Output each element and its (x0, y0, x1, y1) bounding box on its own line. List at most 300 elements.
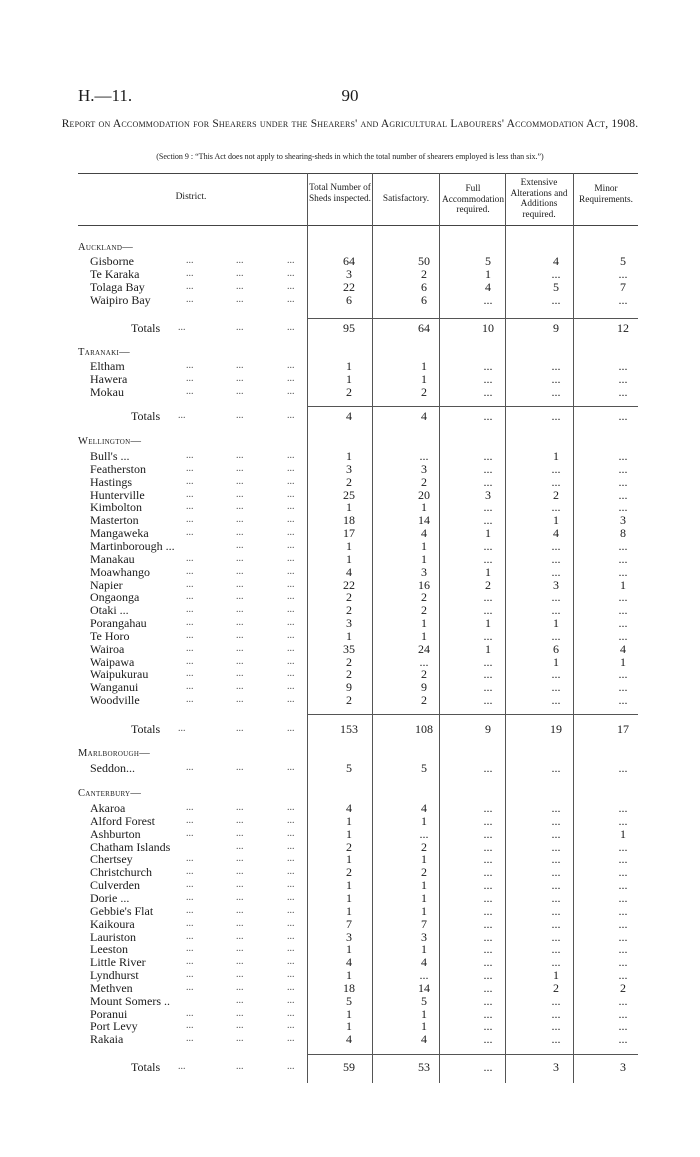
leader-dots: ... (186, 814, 194, 826)
leader-dots: ... (186, 1020, 194, 1032)
table-cell: ... (419, 654, 429, 669)
district-name: Eltham (90, 359, 125, 373)
totals-rule (308, 1054, 638, 1055)
table-row (0, 514, 700, 526)
district-name: Waipiro Bay (90, 292, 151, 307)
table-row (0, 591, 700, 603)
table-cell: 2 (421, 693, 427, 708)
table-cell: 2 (346, 693, 352, 708)
table-cell: ... (551, 603, 561, 618)
leader-dots: ... (287, 930, 295, 942)
table-cell: 2 (421, 384, 427, 399)
table-cell: ... (483, 916, 493, 931)
leader-dots: ... (236, 255, 244, 266)
report-title: Report on Accommodation for Shearers under the Shearers' and Agricultural Labourers' Accommodation Act, 1908. (61, 118, 639, 130)
table-cell: ... (483, 500, 493, 515)
table-cell: 1 (346, 813, 352, 828)
leader-dots: ... (186, 450, 194, 461)
table-cell: ... (551, 292, 561, 307)
section-heading: Wellington— (78, 436, 142, 447)
table-cell: 1 (346, 371, 352, 386)
table-row (0, 489, 700, 501)
totals-label: Totals (131, 722, 161, 736)
table-cell: 1 (421, 500, 427, 515)
totals-cell: 9 (553, 321, 559, 335)
table-cell: 4 (421, 955, 427, 970)
table-cell: 2 (620, 980, 626, 995)
district-name: Kaikoura (90, 916, 135, 931)
table-cell: 1 (346, 628, 352, 643)
table-cell: 3 (485, 487, 491, 502)
leader-dots: ... (287, 904, 295, 916)
table-row (0, 540, 700, 552)
district-name: Lauriston (90, 929, 136, 944)
totals-row (0, 322, 700, 334)
leader-dots: ... (186, 917, 194, 929)
leader-dots: ... (236, 617, 244, 629)
table-cell: 1 (421, 903, 427, 918)
totals-cell: 108 (415, 722, 433, 736)
table-cell: 22 (343, 577, 355, 592)
table-cell: ... (551, 590, 561, 605)
leader-dots: ... (287, 322, 295, 333)
totals-cell: ... (483, 409, 493, 423)
leader-dots: ... (186, 501, 194, 513)
leader-dots: ... (236, 578, 244, 590)
table-cell: ... (618, 590, 628, 605)
district-name: Rakaia (90, 1032, 124, 1047)
leader-dots: ... (236, 1007, 244, 1019)
leader-dots: ... (186, 565, 194, 577)
leader-dots: ... (236, 762, 244, 773)
table-cell: ... (483, 1019, 493, 1034)
table-cell: ... (618, 852, 628, 867)
leader-dots: ... (178, 410, 186, 421)
table-row (0, 643, 700, 655)
page-number: 90 (341, 86, 359, 105)
leader-dots: ... (186, 617, 194, 629)
table-cell: 6 (421, 292, 427, 307)
leader-dots: ... (186, 578, 194, 590)
table-cell: 3 (620, 513, 626, 528)
table-cell: 2 (346, 865, 352, 880)
full-accommodation-column-header: Full Accommodation required. (442, 184, 504, 215)
totals-label: Totals (131, 409, 161, 423)
table-row (0, 918, 700, 930)
leader-dots: ... (186, 629, 194, 641)
table-cell: ... (551, 878, 561, 893)
leader-dots: ... (186, 267, 194, 279)
table-cell: 24 (418, 641, 430, 656)
table-cell: 9 (346, 680, 352, 695)
table-row (0, 360, 700, 372)
table-row (0, 982, 700, 994)
table-cell: ... (618, 801, 628, 815)
table-cell: ... (483, 384, 493, 399)
totals-cell: 95 (343, 321, 355, 335)
table-cell: 2 (485, 577, 491, 592)
leader-dots: ... (236, 655, 244, 667)
table-row (0, 527, 700, 539)
totals-cell: ... (483, 1060, 493, 1074)
district-name: Alford Forest (90, 813, 155, 828)
table-cell: ... (551, 865, 561, 880)
table-cell: 4 (485, 279, 491, 294)
leader-dots: ... (287, 372, 295, 384)
table-row (0, 969, 700, 981)
leader-dots: ... (186, 956, 194, 968)
table-row (0, 905, 700, 917)
leader-dots: ... (186, 981, 194, 993)
leader-dots: ... (186, 372, 194, 384)
leader-dots: ... (186, 891, 194, 903)
district-name: Lyndhurst (90, 968, 139, 983)
table-cell: ... (551, 1032, 561, 1047)
leader-dots: ... (236, 879, 244, 891)
table-row (0, 476, 700, 488)
district-name: Bull's ... (90, 449, 130, 463)
leader-dots: ... (236, 410, 244, 421)
totals-row (0, 1061, 700, 1073)
leader-dots: ... (236, 956, 244, 968)
totals-cell: 64 (418, 321, 430, 335)
leader-dots: ... (236, 501, 244, 513)
leader-dots: ... (186, 853, 194, 865)
table-cell: 1 (346, 1006, 352, 1021)
table-cell: 1 (346, 903, 352, 918)
table-cell: 1 (553, 968, 559, 983)
leader-dots: ... (186, 930, 194, 942)
totals-cell: 4 (421, 409, 427, 423)
district-name: Leeston (90, 942, 128, 957)
leader-dots: ... (287, 681, 295, 693)
table-cell: 1 (421, 942, 427, 957)
leader-dots: ... (287, 629, 295, 641)
district-name: Manakau (90, 551, 135, 566)
table-cell: ... (483, 513, 493, 528)
table-cell: ... (551, 680, 561, 695)
table-cell: 1 (421, 359, 427, 373)
table-cell: ... (618, 1019, 628, 1034)
leader-dots: ... (287, 853, 295, 865)
table-cell: 5 (485, 254, 491, 268)
totals-cell: 3 (553, 1060, 559, 1074)
table-cell: ... (483, 826, 493, 841)
leader-dots: ... (287, 267, 295, 279)
leader-dots: ... (186, 255, 194, 266)
table-cell: ... (483, 993, 493, 1008)
table-cell: 1 (346, 968, 352, 983)
leader-dots: ... (287, 723, 295, 734)
table-cell: 2 (421, 474, 427, 489)
table-cell: 1 (553, 449, 559, 463)
totals-cell: 12 (617, 321, 629, 335)
leader-dots: ... (287, 981, 295, 993)
table-cell: ... (618, 813, 628, 828)
table-cell: ... (618, 955, 628, 970)
leader-dots: ... (186, 385, 194, 397)
leader-dots: ... (186, 1007, 194, 1019)
table-cell: 1 (346, 538, 352, 553)
totals-cell: 9 (485, 722, 491, 736)
leader-dots: ... (236, 591, 244, 603)
leader-dots: ... (236, 802, 244, 813)
table-cell: ... (551, 903, 561, 918)
leader-dots: ... (287, 879, 295, 891)
table-cell: ... (483, 929, 493, 944)
table-cell: ... (618, 865, 628, 880)
leader-dots: ... (186, 943, 194, 955)
table-cell: 3 (346, 929, 352, 944)
total-column-header: Total Number of Sheds inspected. (309, 183, 371, 204)
leader-dots: ... (236, 322, 244, 333)
leader-dots: ... (287, 994, 295, 1006)
table-cell: ... (618, 761, 628, 775)
table-cell: ... (551, 942, 561, 957)
table-cell: ... (618, 384, 628, 399)
table-cell: ... (551, 538, 561, 553)
table-row (0, 373, 700, 385)
table-cell: ... (551, 628, 561, 643)
table-cell: ... (483, 474, 493, 489)
table-cell: 20 (418, 487, 430, 502)
table-row (0, 828, 700, 840)
leader-dots: ... (287, 514, 295, 526)
table-cell: ... (618, 916, 628, 931)
document-code: H.—11. (78, 86, 133, 105)
table-cell: 2 (421, 667, 427, 682)
table-cell: 8 (620, 526, 626, 541)
leader-dots: ... (287, 762, 295, 773)
table-cell: ... (551, 761, 561, 775)
table-cell: 5 (421, 761, 427, 775)
district-name: Te Horo (90, 628, 130, 643)
totals-cell: ... (551, 409, 561, 423)
leader-dots: ... (287, 501, 295, 513)
table-cell: 2 (421, 839, 427, 854)
district-name: Christchurch (90, 865, 152, 880)
table-cell: ... (618, 878, 628, 893)
table-cell: 4 (421, 526, 427, 541)
leader-dots: ... (236, 450, 244, 461)
table-cell: 1 (485, 564, 491, 579)
totals-cell: 3 (620, 1060, 626, 1074)
table-row (0, 815, 700, 827)
table-cell: 4 (421, 801, 427, 815)
table-cell: 6 (346, 292, 352, 307)
table-cell: 1 (421, 628, 427, 643)
table-cell: 5 (620, 254, 626, 268)
leader-dots: ... (287, 591, 295, 603)
table-cell: 1 (421, 616, 427, 631)
table-cell: ... (551, 852, 561, 867)
district-name: Hawera (90, 371, 128, 386)
table-cell: ... (618, 890, 628, 905)
totals-cell: 17 (617, 722, 629, 736)
table-cell: ... (618, 942, 628, 957)
totals-cell: 19 (550, 722, 562, 736)
section-heading: Marlborough— (78, 748, 151, 759)
table-cell: ... (618, 968, 628, 983)
table-row (0, 501, 700, 513)
leader-dots: ... (287, 539, 295, 551)
table-cell: 35 (343, 641, 355, 656)
table-cell: ... (483, 839, 493, 854)
table-cell: 22 (343, 279, 355, 294)
district-name: Mount Somers .. (90, 993, 171, 1008)
minor-requirements-column-header: Minor Requirements. (579, 184, 633, 205)
district-column-header: District. (175, 192, 207, 202)
table-cell: ... (483, 968, 493, 983)
table-cell: ... (618, 839, 628, 854)
table-row (0, 879, 700, 891)
district-name: Port Levy (90, 1019, 138, 1034)
leader-dots: ... (186, 552, 194, 564)
table-cell: ... (483, 942, 493, 957)
leader-dots: ... (178, 1061, 186, 1072)
table-row (0, 943, 700, 955)
district-name: Moawhango (90, 564, 150, 579)
leader-dots: ... (236, 565, 244, 577)
table-cell: ... (551, 929, 561, 944)
table-cell: ... (483, 292, 493, 307)
district-name: Woodville (90, 693, 140, 708)
table-row (0, 931, 700, 943)
leader-dots: ... (236, 372, 244, 384)
leader-dots: ... (186, 360, 194, 371)
table-cell: 1 (553, 654, 559, 669)
table-cell: ... (618, 693, 628, 708)
table-cell: ... (551, 667, 561, 682)
totals-cell: 4 (346, 409, 352, 423)
table-cell: ... (551, 890, 561, 905)
table-cell: 3 (346, 266, 352, 281)
leader-dots: ... (186, 802, 194, 813)
leader-dots: ... (186, 527, 194, 539)
leader-dots: ... (186, 280, 194, 292)
leader-dots: ... (287, 604, 295, 616)
table-cell: 4 (421, 1032, 427, 1047)
district-name: Napier (90, 577, 123, 592)
table-cell: ... (551, 916, 561, 931)
table-cell: ... (618, 461, 628, 476)
totals-label: Totals (131, 1060, 161, 1074)
table-cell: 4 (346, 801, 352, 815)
leader-dots: ... (186, 604, 194, 616)
table-cell: 3 (421, 929, 427, 944)
totals-row (0, 723, 700, 735)
totals-cell: 153 (340, 722, 358, 736)
table-row (0, 995, 700, 1007)
leader-dots: ... (287, 668, 295, 680)
leader-dots: ... (287, 578, 295, 590)
extensive-alterations-column-header: Extensive Alterations and Additions required. (510, 178, 568, 220)
leader-dots: ... (287, 814, 295, 826)
leader-dots: ... (236, 527, 244, 539)
leader-dots: ... (236, 943, 244, 955)
table-cell: ... (551, 564, 561, 579)
table-cell: ... (618, 449, 628, 463)
leader-dots: ... (236, 385, 244, 397)
table-cell: 1 (421, 852, 427, 867)
leader-dots: ... (236, 604, 244, 616)
table-cell: ... (618, 628, 628, 643)
district-name: Chertsey (90, 852, 133, 867)
table-cell: ... (618, 551, 628, 566)
table-cell: 3 (421, 461, 427, 476)
table-cell: ... (483, 693, 493, 708)
table-row (0, 386, 700, 398)
leader-dots: ... (287, 450, 295, 461)
leader-dots: ... (287, 891, 295, 903)
leader-dots: ... (287, 917, 295, 929)
header-bottom-rule (78, 225, 638, 226)
table-cell: 1 (421, 813, 427, 828)
table-cell: ... (483, 878, 493, 893)
table-cell: 1 (421, 538, 427, 553)
table-row (0, 617, 700, 629)
table-row (0, 268, 700, 280)
leader-dots: ... (236, 488, 244, 500)
table-row (0, 281, 700, 293)
totals-cell: ... (618, 409, 628, 423)
table-row (0, 1033, 700, 1045)
district-name: Otaki ... (90, 603, 129, 618)
table-cell: ... (483, 461, 493, 476)
leader-dots: ... (236, 514, 244, 526)
table-row (0, 694, 700, 706)
leader-dots: ... (287, 565, 295, 577)
table-cell: ... (618, 487, 628, 502)
table-cell: 1 (620, 826, 626, 841)
table-cell: 5 (346, 761, 352, 775)
table-row (0, 866, 700, 878)
table-cell: 4 (620, 641, 626, 656)
leader-dots: ... (236, 267, 244, 279)
table-cell: ... (483, 1006, 493, 1021)
table-cell: ... (483, 538, 493, 553)
table-cell: ... (483, 890, 493, 905)
table-cell: 18 (343, 513, 355, 528)
table-cell: 1 (421, 371, 427, 386)
table-cell: ... (618, 929, 628, 944)
leader-dots: ... (236, 814, 244, 826)
table-cell: 4 (346, 1032, 352, 1047)
leader-dots: ... (236, 917, 244, 929)
leader-dots: ... (236, 552, 244, 564)
section-heading: Canterbury— (78, 788, 142, 799)
leader-dots: ... (287, 655, 295, 667)
table-cell: ... (551, 384, 561, 399)
table-cell: 7 (346, 916, 352, 931)
leader-dots: ... (178, 322, 186, 333)
table-cell: ... (483, 761, 493, 775)
leader-dots: ... (236, 642, 244, 654)
leader-dots: ... (287, 1007, 295, 1019)
district-name: Akaroa (90, 801, 126, 815)
leader-dots: ... (236, 280, 244, 292)
table-cell: 4 (553, 254, 559, 268)
table-cell: ... (618, 500, 628, 515)
totals-cell: 10 (482, 321, 494, 335)
table-cell: ... (483, 603, 493, 618)
leader-dots: ... (186, 642, 194, 654)
leader-dots: ... (236, 930, 244, 942)
leader-dots: ... (186, 681, 194, 693)
table-cell: ... (483, 654, 493, 669)
table-cell: ... (618, 603, 628, 618)
table-cell: 3 (421, 564, 427, 579)
